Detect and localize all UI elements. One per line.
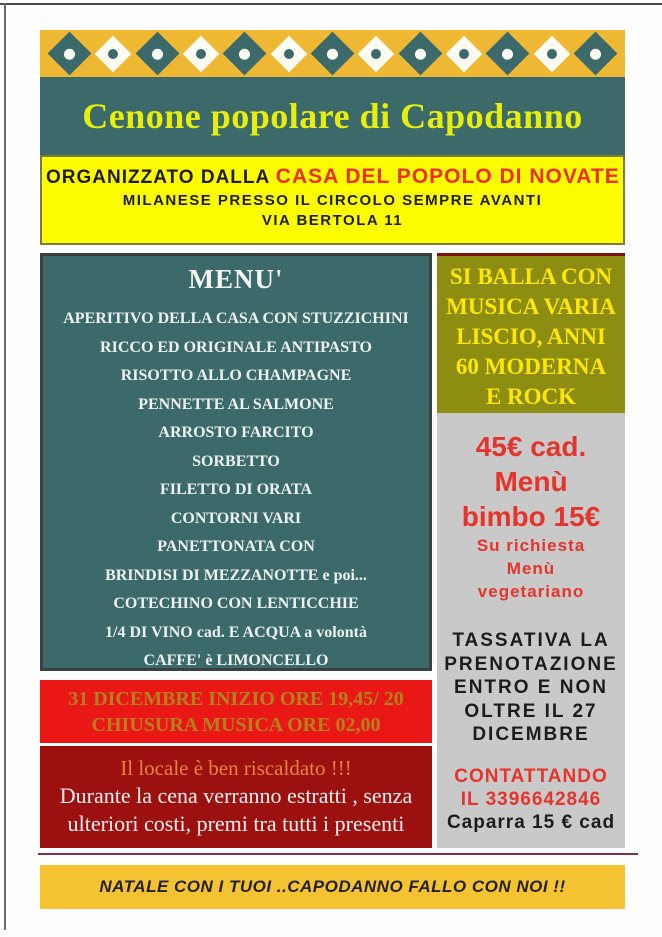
reservation-line: TASSATIVA LA <box>452 630 610 651</box>
diamond-icon <box>183 35 220 72</box>
footer-slogan: NATALE CON I TUOI ..CAPODANNO FALLO CON NOI !! <box>99 877 566 896</box>
page-left-edge-line <box>4 3 6 930</box>
left-column <box>40 253 432 848</box>
menu-box <box>40 253 432 671</box>
price-line: bimbo 15€ <box>461 501 601 532</box>
organizer-address: VIA BERTOLA 11 <box>261 212 404 229</box>
reservation-group <box>437 629 625 747</box>
schedule-line: 31 DICEMBRE INIZIO ORE 19,45/ 20 <box>68 687 404 710</box>
diamond-icon <box>398 32 442 76</box>
schedule-line: CHIUSURA MUSICA ORE 02,00 <box>91 713 381 736</box>
contact-phone: IL 3396642846 <box>460 788 602 810</box>
menu-item: FILETTO DI ORATA <box>159 481 313 498</box>
organizer-prefix: ORGANIZZATO DALLA <box>46 167 276 188</box>
veg-menu-note: Su richiesta <box>476 536 586 555</box>
menu-item: RICCO ED ORIGINALE ANTIPASTO <box>100 338 372 356</box>
prizes-text: ulteriori costi, premi tra tutti i presenti <box>67 811 405 836</box>
reservation-line: PRENOTAZIONE <box>444 653 618 675</box>
poster-title: Cenone popolare di Capodanno <box>82 96 583 136</box>
menu-item: RISOTTO ALLO CHAMPAGNE <box>120 367 352 384</box>
music-line: 60 MODERNA <box>455 354 607 379</box>
music-line: E ROCK <box>485 384 577 409</box>
menu-item: CAFFE' è LIMONCELLO <box>143 652 329 669</box>
diamond-icon <box>270 35 307 72</box>
reservation-line: OLTRE IL 27 <box>464 700 598 722</box>
reservation-line: DICEMBRE <box>472 724 590 745</box>
veg-menu-note: vegetariano <box>477 582 585 601</box>
veg-menu-note: Menù <box>506 559 556 578</box>
footer-band <box>40 865 625 909</box>
flyer <box>40 30 625 909</box>
right-column <box>437 253 625 848</box>
diamond-icon <box>48 32 92 76</box>
diamond-icon <box>223 32 267 76</box>
prizes-text: Durante la cena verranno estratti , senza <box>59 783 413 808</box>
content-columns <box>40 253 625 848</box>
prizes-box <box>40 746 432 848</box>
diamond-icon <box>95 35 132 72</box>
menu-item: COTECHINO CON LENTICCHIE <box>113 595 359 612</box>
organizer-venue: MILANESE PRESSO IL CIRCOLO SEMPRE AVANTI <box>122 192 543 209</box>
menu-item: APERITIVO DELLA CASA CON STUZZICHINI <box>63 310 409 327</box>
menu-item: PANETTONATA CON <box>157 538 315 555</box>
organizer-line <box>46 165 619 189</box>
contact-group <box>437 765 625 835</box>
contact-line: CONTATTANDO <box>454 765 608 787</box>
menu-item: CONTORNI VARI <box>170 509 302 527</box>
menu-item: SORBETTO <box>192 452 280 470</box>
menu-item: PENNETTE AL SALMONE <box>138 395 334 413</box>
bottom-divider-line <box>38 853 638 855</box>
schedule-box <box>40 680 432 743</box>
page-top-edge-line <box>0 3 662 5</box>
menu-item: BRINDISI DI MEZZANOTTE e poi... <box>105 566 367 584</box>
menu-item: 1/4 DI VINO cad. E ACQUA a volontà <box>105 623 367 641</box>
prizes-highlight: Il locale è ben riscaldato !!! <box>120 756 352 780</box>
diamond-icon <box>486 32 530 76</box>
diamond-icon <box>446 35 483 72</box>
music-line: SI BALLA CON <box>449 264 613 289</box>
diamond-icon <box>533 35 570 72</box>
organizer-name: CASA DEL POPOLO DI NOVATE <box>275 165 620 188</box>
menu-item: ARROSTO FARCITO <box>158 424 314 441</box>
music-line: LISCIO, ANNI <box>456 324 606 349</box>
deposit-line: Caparra 15 € cad <box>446 811 616 833</box>
music-line: MUSICA VARIA <box>446 294 616 319</box>
info-box <box>437 413 625 848</box>
organizer-box <box>40 155 625 245</box>
diamond-ornament-band <box>40 30 625 77</box>
diamond-icon <box>358 35 395 72</box>
price-group <box>437 429 625 603</box>
reservation-line: ENTRO E NON <box>454 677 608 698</box>
diamond-icon <box>135 32 179 76</box>
title-band <box>40 77 625 155</box>
diamond-icon <box>311 32 355 76</box>
menu-heading: MENU' <box>188 264 284 294</box>
price-line: Menù <box>494 466 568 497</box>
music-box <box>437 253 625 413</box>
diamond-icon <box>574 32 618 76</box>
price-line: 45€ cad. <box>475 431 587 462</box>
